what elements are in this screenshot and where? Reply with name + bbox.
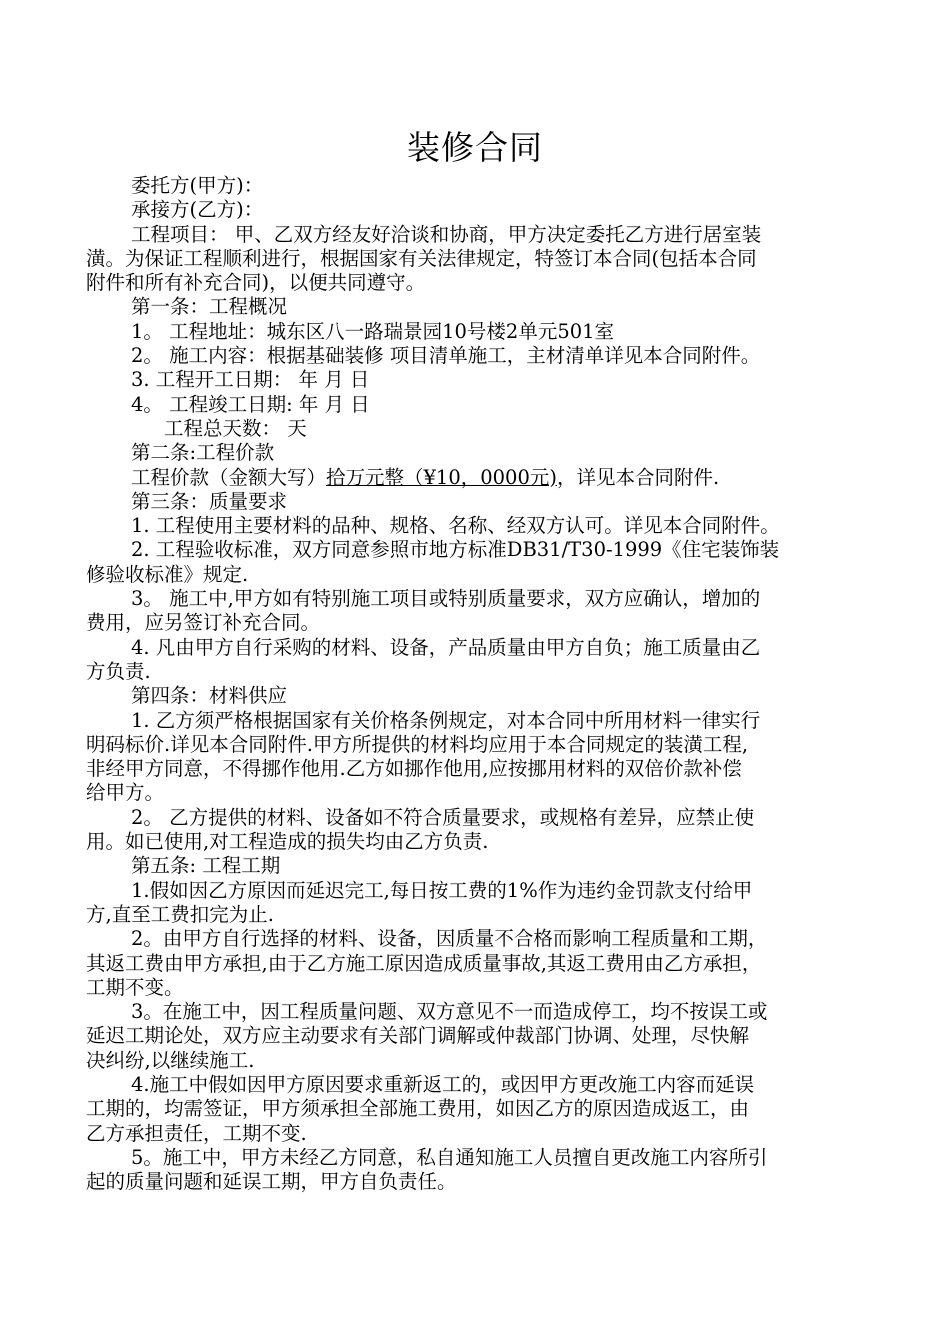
contract-page (86, 124, 864, 1194)
clause-line: 决纠纷,以继续施工. (86, 1048, 255, 1072)
clause-line: 2。由甲方自行选择的材料、设备，因质量不合格而影响工程质量和工期， (131, 927, 768, 951)
clause-line: 起的质量问题和延误工期，甲方自负责任。 (86, 1170, 457, 1194)
clause-line: 延迟工期论处，双方应主动要求有关部门调解或仲裁部门协调、处理，尽快解 (86, 1024, 750, 1048)
clause-line: 4。 工程竣工日期: 年 月 日 (131, 392, 370, 416)
clause-line: 用。如已使用,对工程造成的损失均由乙方负责. (86, 830, 489, 854)
clause-line: 1。 工程地址：城东区八一路瑞景园10号楼2单元501室 (131, 319, 615, 343)
clause-line: 3。在施工中，因工程质量问题、双方意见不一而造成停工，均不按误工或 (131, 1000, 768, 1024)
clause-line: 2. 工程验收标准，双方同意参照市地方标准DB31/T30-1999《住宅装饰装 (131, 538, 780, 562)
article-heading: 第五条: 工程工期 (131, 854, 281, 878)
price-line (86, 466, 864, 490)
clause-line: 2。 乙方提供的材料、设备如不符合质量要求，或规格有差异，应禁止使 (131, 805, 755, 829)
clause-line: 1. 乙方须严格根据国家有关价格条例规定，对本合同中所用材料一律实行 (131, 708, 761, 732)
article-heading: 第三条：质量要求 (131, 489, 288, 513)
project-paragraph: 附件和所有补充合同)，以便共同遵守。 (86, 271, 426, 295)
clause-line: 4. 凡由甲方自行采购的材料、设备，产品质量由甲方自负；施工质量由乙 (131, 635, 761, 659)
article-heading: 第二条:工程价款 (131, 441, 275, 465)
article-heading: 第一条：工程概况 (131, 295, 288, 319)
client-party-a: 委托方(甲方)： (131, 174, 264, 197)
contractor-party-b: 承接方(乙方)： (131, 198, 264, 222)
clause-line: 费用，应另签订补充合同。 (86, 611, 321, 635)
clause-line: 1. 工程使用主要材料的品种、规格、名称、经双方认可。详见本合同附件。 (131, 514, 780, 538)
clause-line: 其返工费由甲方承担,由于乙方施工原因造成质量事故,其返工费用由乙方承担， (86, 951, 762, 975)
clause-line: 3。 施工中,甲方如有特别施工项目或特别质量要求，双方应确认，增加的 (131, 587, 761, 611)
clause-line: 工期的，均需签证，甲方须承担全部施工费用，如因乙方的原因造成返工，由 (86, 1097, 750, 1121)
clause-line: 乙方承担责任，工期不变. (86, 1121, 307, 1145)
price-label: 工程价款（金额大写） (131, 465, 327, 489)
project-paragraph: 工程项目： 甲、乙双方经友好洽谈和协商，甲方决定委托乙方进行居室装 (131, 222, 762, 246)
clause-line: 明码标价.详见本合同附件.甲方所提供的材料均应用于本合同规定的装潢工程, (86, 732, 749, 756)
clause-line: 4.施工中假如因甲方原因要求重新返工的，或因甲方更改施工内容而延误 (131, 1072, 755, 1096)
project-paragraph: 潢。为保证工程顺利进行，根据国家有关法律规定，特签订本合同(包括本合同 (86, 246, 757, 270)
clause-line: 方,直至工费扣完为止. (86, 902, 274, 926)
clause-line: 1.假如因乙方原因而延迟完工,每日按工费的1%作为违约金罚款支付给甲 (131, 878, 753, 902)
clause-line: 方负责. (86, 659, 151, 683)
document-title: 装修合同 (407, 128, 543, 167)
clause-line: 5。施工中，甲方未经乙方同意，私自通知施工人员擅自更改施工内容所引 (131, 1145, 768, 1169)
clause-line: 工期不变。 (86, 975, 184, 999)
article-heading: 第四条：材料供应 (131, 684, 288, 708)
price-amount: 拾万元整（¥10，0000元) (326, 465, 557, 489)
clause-line: 非经甲方同意，不得挪作他用.乙方如挪作他用,应按挪用材料的双倍价款补偿 (86, 757, 742, 781)
clause-line: 修验收标准》规定. (86, 562, 249, 586)
price-note: ，详见本合同附件. (556, 465, 720, 489)
clause-line: 给甲方。 (86, 781, 165, 805)
clause-line: 工程总天数： 天 (164, 416, 307, 440)
clause-line: 2。 施工内容：根据基础装修 项目清单施工，主材清单详见本合同附件。 (131, 344, 761, 368)
clause-line: 3. 工程开工日期： 年 月 日 (131, 368, 370, 392)
